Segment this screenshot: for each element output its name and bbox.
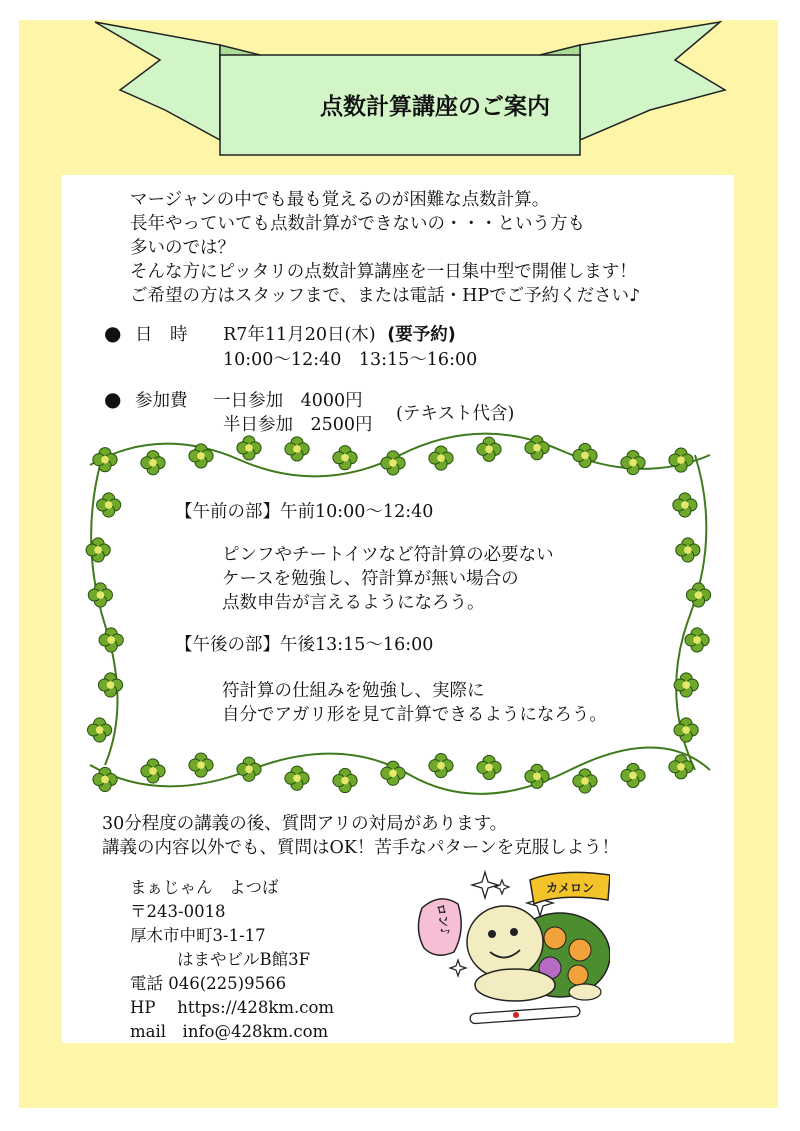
clover-icon xyxy=(573,769,597,793)
intro-line: ご希望の方はスタッフまで、または電話・HPでご予約ください♪ xyxy=(130,286,641,306)
clover-icon xyxy=(673,493,697,517)
description-line: ケースを勉強し、符計算が無い場合の xyxy=(222,569,519,589)
clover-icon xyxy=(573,443,597,467)
clover-icon xyxy=(686,583,710,607)
clover-icon xyxy=(285,766,309,790)
phone-number: 電話 046(225)9566 xyxy=(130,974,287,993)
clover-icon xyxy=(87,718,111,742)
clover-icon xyxy=(98,673,122,697)
clover-icon xyxy=(525,764,549,788)
closing-line: 講義の内容以外でも、質問はOK！苦手なパターンを克服しよう！ xyxy=(102,838,620,858)
closing-text xyxy=(102,812,619,860)
clover-icon xyxy=(189,444,213,468)
clover-icon xyxy=(621,763,645,787)
speech-text: ロン♪ xyxy=(433,902,453,937)
description-line: 符計算の仕組みを勉強し、実際に xyxy=(222,681,485,701)
schedule-label: 日 時 xyxy=(135,325,188,345)
clover-icon xyxy=(477,755,501,779)
clover-icon xyxy=(86,538,110,562)
turtle-mascot-illustration xyxy=(410,860,610,1040)
intro-line: 多いのでは？ xyxy=(130,238,235,258)
clover-icon xyxy=(333,446,357,470)
clover-icon xyxy=(141,451,165,475)
clover-vine-border xyxy=(80,425,720,805)
fee-half-day: 半日参加 2500円 xyxy=(223,415,373,435)
fee-note: (テキスト代含) xyxy=(396,404,515,424)
page-title: 点数計算講座のご案内 xyxy=(320,94,550,120)
clover-icon xyxy=(429,754,453,778)
email-link[interactable]: mail info@428km.com xyxy=(130,1022,329,1041)
fee-row xyxy=(104,387,363,412)
schedule-row xyxy=(104,321,456,346)
clover-icon xyxy=(674,718,698,742)
schedule-date: R7年11月20日(木) xyxy=(223,325,376,345)
description-line: 自分でアガリ形を見て計算できるようになろう。 xyxy=(222,705,607,725)
clover-icon xyxy=(429,446,453,470)
schedule-times: 10:00〜12:40 13:15〜16:00 xyxy=(223,350,478,370)
address-building: はまやビルB館3F xyxy=(177,950,311,969)
afternoon-heading: 【午後の部】午後13:15〜16:00 xyxy=(175,635,434,655)
shop-name: まぁじゃん よつば xyxy=(130,878,279,897)
contact-block xyxy=(130,876,334,1044)
intro-text xyxy=(130,188,640,308)
clover-icon xyxy=(237,436,261,460)
bullet-icon: ● xyxy=(104,387,122,411)
clover-icon xyxy=(97,493,121,517)
closing-line: 30分程度の講義の後、質問アリの対局があります。 xyxy=(102,814,508,834)
reservation-note: (要予約) xyxy=(387,325,456,345)
clover-icon xyxy=(674,673,698,697)
clover-icon xyxy=(285,437,309,461)
intro-line: マージャンの中でも最も覚えるのが困難な点数計算。 xyxy=(130,190,550,210)
fee-label: 参加費 xyxy=(135,391,188,411)
clover-icon xyxy=(381,761,405,785)
clover-icon xyxy=(93,448,117,472)
clover-icon xyxy=(477,437,501,461)
afternoon-description xyxy=(222,679,607,727)
clover-icon xyxy=(189,753,213,777)
description-line: ピンフやチートイツなど符計算の必要ない xyxy=(222,545,554,565)
clover-icon xyxy=(93,767,117,791)
morning-heading: 【午前の部】午前10:00〜12:40 xyxy=(175,502,434,522)
clover-icon xyxy=(141,759,165,783)
clover-icon xyxy=(676,538,700,562)
bullet-icon: ● xyxy=(104,321,122,345)
homepage-link[interactable]: HP https://428km.com xyxy=(130,998,335,1017)
clover-icon xyxy=(237,757,261,781)
clover-icon xyxy=(621,451,645,475)
clover-icon xyxy=(99,628,123,652)
shell-label-text: カメロン xyxy=(545,881,595,895)
intro-line: 長年やっていても点数計算ができないの・・・という方も xyxy=(130,214,585,234)
clover-icon xyxy=(333,768,357,792)
clover-icon xyxy=(685,628,709,652)
address-line: 厚木市中町3-1-17 xyxy=(130,926,266,945)
fee-full-day: 一日参加 4000円 xyxy=(213,391,363,411)
intro-line: そんな方にピッタリの点数計算講座を一日集中型で開催します！ xyxy=(130,262,637,282)
postal-code: 〒243-0018 xyxy=(130,902,226,921)
clover-icon xyxy=(669,448,693,472)
morning-description xyxy=(222,543,554,615)
description-line: 点数申告が言えるようになろう。 xyxy=(222,593,485,613)
clover-icon xyxy=(88,583,112,607)
